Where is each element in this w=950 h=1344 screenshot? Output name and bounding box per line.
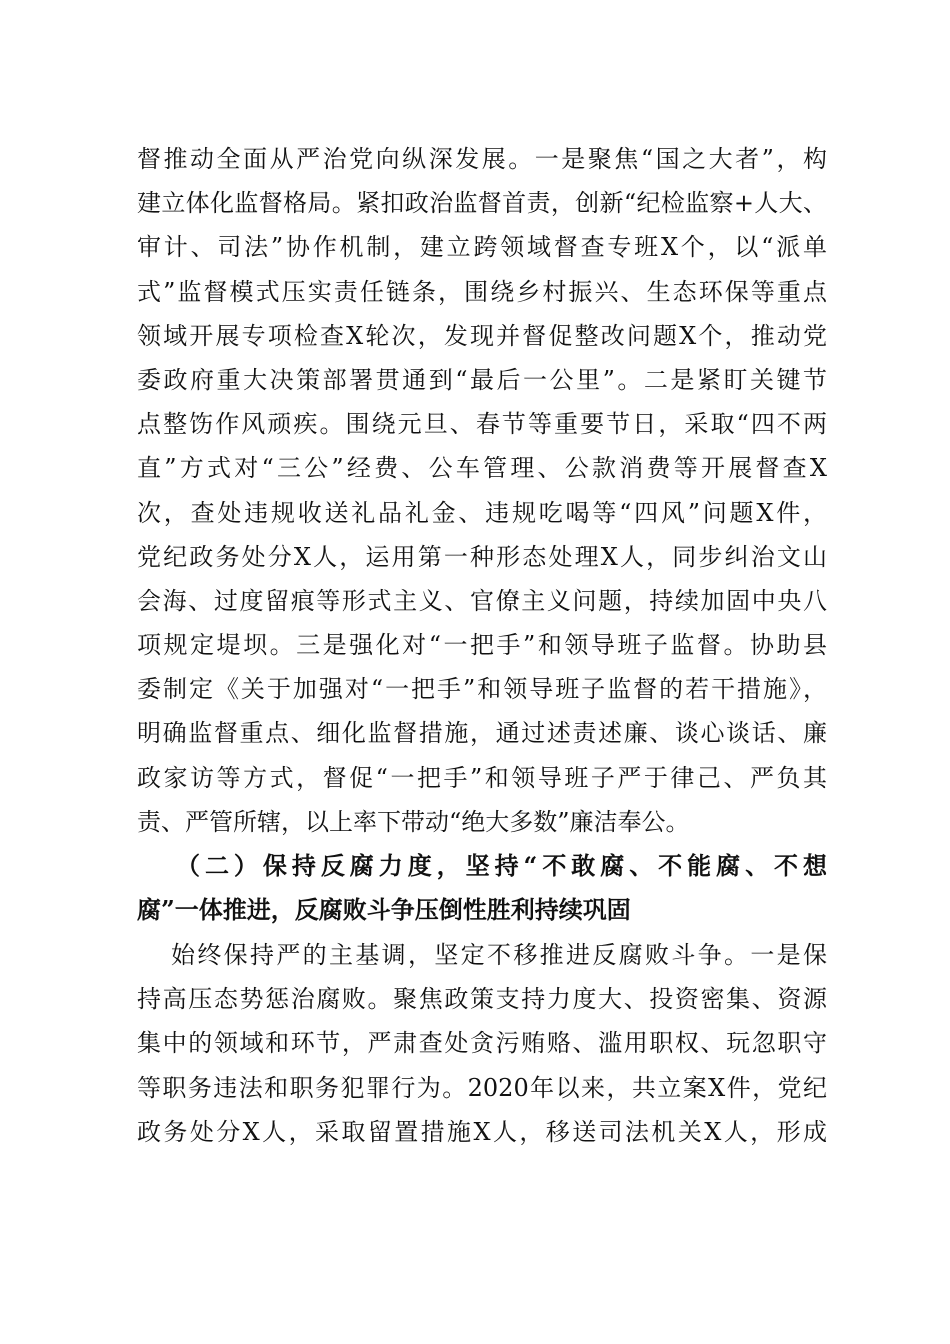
heading-line: 腐”一体推进，反腐败斗争压倒性胜利持续巩固 (137, 895, 631, 925)
text-line: 领域开展专项检查X轮次，发现并督促整改问题X个，推动党 (137, 321, 827, 350)
text-line: 督推动全面从严治党向纵深发展。一是聚焦“国之大者”，构 (137, 145, 827, 173)
text-line: 等职务违法和职务犯罪行为。2020年以来，共立案X件，党纪 (137, 1073, 827, 1102)
text-line: 委政府重大决策部署贯通到“最后一公里”。二是紧盯关键节 (137, 365, 827, 394)
text-line: 项规定堤坝。三是强化对“一把手”和领导班子监督。协助县 (137, 631, 827, 660)
text-line: 责、严管所辖，以上率下带动“绝大多数”廉洁奉公。 (137, 807, 690, 836)
text-line: 点整饬作风顽疾。围绕元旦、春节等重要节日，采取“四不两 (137, 410, 827, 439)
text-line: 党纪政务处分X人，运用第一种形态处理X人，同步纠治文山 (137, 542, 827, 571)
text-line: 建立体化监督格局。紧扣政治监督首责，创新“纪检监察+人大、 (137, 189, 827, 218)
paragraph-supervision (137, 137, 827, 844)
text-line: 直”方式对“三公”经费、公车管理、公款消费等开展督查X (137, 454, 827, 483)
paragraph-anticorruption (137, 933, 827, 1154)
text-line: 政家访等方式，督促“一把手”和领导班子严于律己、严负其 (137, 763, 827, 792)
text-line: 委制定《关于加强对“一把手”和领导班子监督的若干措施》， (137, 675, 827, 704)
text-line: 明确监督重点、细化监督措施，通过述责述廉、谈心谈话、廉 (137, 719, 827, 748)
text-line: 持高压态势惩治腐败。聚焦政策支持力度大、投资密集、资源 (137, 985, 827, 1014)
text-line: 集中的领域和环节，严肃查处贪污贿赂、滥用职权、玩忽职守 (137, 1029, 827, 1058)
section-heading (137, 844, 827, 932)
text-line: 政务处分X人，采取留置措施X人，移送司法机关X人，形成 (137, 1117, 827, 1146)
text-line: 始终保持严的主基调，坚定不移推进反腐败斗争。一是保 (171, 941, 827, 969)
text-line: 次，查处违规收送礼品礼金、违规吃喝等“四风”问题X件， (137, 498, 827, 527)
text-line: 审计、司法”协作机制，建立跨领域督查专班X个，以“派单 (137, 233, 827, 262)
heading-line: （二）保持反腐力度，坚持“不敢腐、不能腐、不想 (176, 851, 827, 880)
text-line: 式”监督模式压实责任链条，围绕乡村振兴、生态环保等重点 (137, 277, 827, 306)
text-line: 会海、过度留痕等形式主义、官僚主义问题，持续加固中央八 (137, 586, 827, 615)
